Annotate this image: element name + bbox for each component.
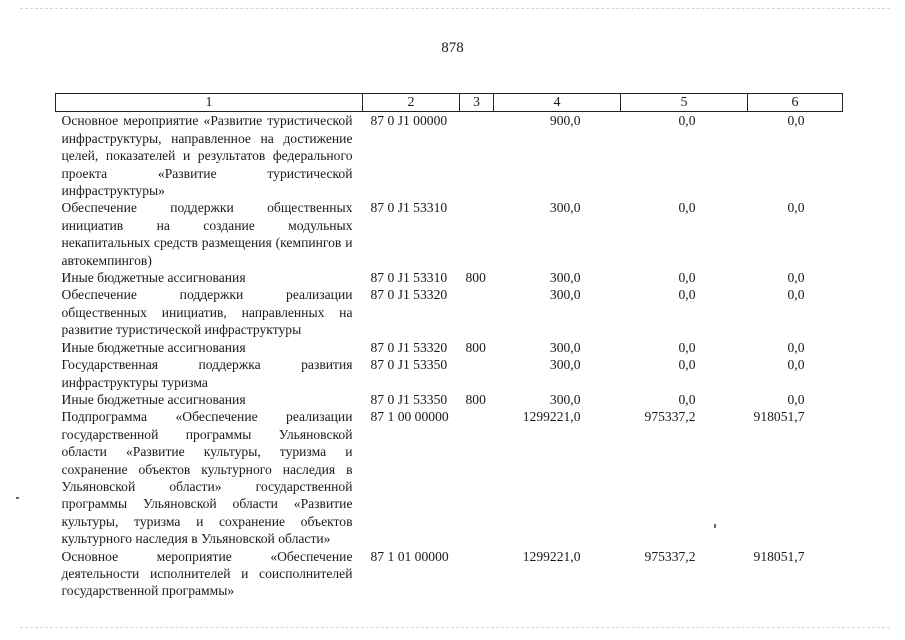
row-name: Иные бюджетные ассигнования bbox=[61, 270, 246, 286]
column-header: 6 bbox=[748, 94, 843, 112]
table-row bbox=[56, 548, 843, 600]
column-header: 4 bbox=[494, 94, 621, 112]
row-value-4: 300,0 bbox=[549, 200, 581, 216]
row-name: Обеспечение поддержки реализации общественных инициатив, направленных на развитие туристической инфраструктуры bbox=[61, 287, 353, 338]
row-type bbox=[460, 548, 494, 600]
row-code: 87 0 J1 00000 bbox=[370, 113, 448, 129]
table-header-row bbox=[56, 94, 843, 112]
table-row bbox=[56, 391, 843, 408]
row-value-4: 300,0 bbox=[549, 287, 581, 303]
row-value-6: 918051,7 bbox=[753, 409, 805, 425]
row-value-5: 0,0 bbox=[678, 270, 696, 286]
table-row bbox=[56, 356, 843, 391]
column-header: 2 bbox=[363, 94, 460, 112]
row-type: 800 bbox=[465, 270, 486, 286]
row-name: Иные бюджетные ассигнования bbox=[61, 391, 246, 407]
row-name: Обеспечение поддержки общественных инициатив на создание модульных некапитальных средств размещения (кемпингов и автокемпингов) bbox=[61, 200, 353, 268]
table-row bbox=[56, 408, 843, 547]
row-code: 87 1 00 00000 bbox=[370, 409, 449, 425]
table-row bbox=[56, 112, 843, 200]
scan-artifact-top bbox=[20, 8, 890, 10]
page-number: 878 bbox=[441, 40, 464, 56]
column-header: 5 bbox=[621, 94, 748, 112]
row-code: 87 0 J1 53310 bbox=[370, 200, 448, 216]
row-value-5: 975337,2 bbox=[644, 548, 696, 564]
row-value-5: 0,0 bbox=[678, 113, 696, 129]
row-code: 87 0 J1 53310 bbox=[370, 270, 448, 286]
row-value-6: 918051,7 bbox=[753, 548, 805, 564]
row-type: 800 bbox=[465, 391, 486, 407]
row-value-5: 975337,2 bbox=[644, 409, 696, 425]
row-code: 87 0 J1 53350 bbox=[370, 357, 448, 373]
column-header: 1 bbox=[56, 94, 363, 112]
row-value-6: 0,0 bbox=[787, 113, 805, 129]
table-row bbox=[56, 339, 843, 356]
table-row bbox=[56, 269, 843, 286]
row-code: 87 1 01 00000 bbox=[370, 548, 449, 564]
budget-table bbox=[55, 93, 843, 600]
scan-speck bbox=[16, 497, 19, 499]
row-value-6: 0,0 bbox=[787, 357, 805, 373]
row-value-6: 0,0 bbox=[787, 200, 805, 216]
row-value-6: 0,0 bbox=[787, 270, 805, 286]
row-code: 87 0 J1 53350 bbox=[370, 391, 448, 407]
table-row bbox=[56, 199, 843, 269]
row-type bbox=[460, 356, 494, 391]
row-value-6: 0,0 bbox=[787, 287, 805, 303]
row-name: Государственная поддержка развития инфраструктуры туризма bbox=[61, 357, 353, 390]
row-name: Иные бюджетные ассигнования bbox=[61, 339, 246, 355]
row-value-4: 1299221,0 bbox=[522, 409, 581, 425]
row-code: 87 0 J1 53320 bbox=[370, 339, 448, 355]
row-type bbox=[460, 112, 494, 200]
column-header: 3 bbox=[460, 94, 494, 112]
row-value-4: 300,0 bbox=[549, 391, 581, 407]
row-value-6: 0,0 bbox=[787, 339, 805, 355]
row-value-5: 0,0 bbox=[678, 357, 696, 373]
row-value-5: 0,0 bbox=[678, 339, 696, 355]
row-value-4: 300,0 bbox=[549, 270, 581, 286]
row-type bbox=[460, 408, 494, 547]
row-type bbox=[460, 286, 494, 338]
scan-artifact-bottom bbox=[20, 627, 890, 629]
row-value-5: 0,0 bbox=[678, 287, 696, 303]
row-value-4: 300,0 bbox=[549, 357, 581, 373]
row-value-5: 0,0 bbox=[678, 391, 696, 407]
row-value-4: 1299221,0 bbox=[522, 548, 581, 564]
row-value-6: 0,0 bbox=[787, 391, 805, 407]
row-name: Основное мероприятие «Развитие туристической инфраструктуры, направленное на достижение целей, показателей и результатов федерального проекта «Развитие туристической инфраструктуры» bbox=[61, 113, 353, 199]
row-value-4: 300,0 bbox=[549, 339, 581, 355]
row-code: 87 0 J1 53320 bbox=[370, 287, 448, 303]
row-name: Подпрограмма «Обеспечение реализации государственной программы Ульяновской области «Развитие культуры, туризма и сохранение объектов культурного наследия в Ульяновской области» государственной программы Ульяновской области «Развитие культуры, туризма и сохранение объектов культурного наследия в Ульяновской области» bbox=[61, 409, 353, 547]
row-name: Основное мероприятие «Обеспечение деятельности исполнителей и соисполнителей государственной программы» bbox=[61, 548, 353, 599]
row-type bbox=[460, 199, 494, 269]
row-type: 800 bbox=[465, 339, 486, 355]
row-value-4: 900,0 bbox=[549, 113, 581, 129]
row-value-5: 0,0 bbox=[678, 200, 696, 216]
table-row bbox=[56, 286, 843, 338]
